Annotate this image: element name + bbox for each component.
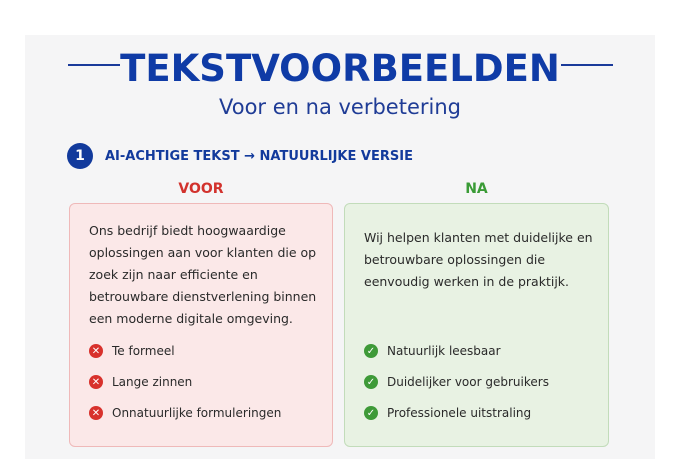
page-title: TEKSTVOORBEELDEN: [120, 46, 560, 90]
voor-issue-list: [89, 341, 281, 434]
list-item: [89, 372, 281, 392]
voor-heading: VOOR: [178, 181, 224, 197]
list-item: [364, 403, 549, 423]
voor-text: Ons bedrijf biedt hoogwaardige oplossingen aan voor klanten die op zoek zijn naar efficiente en betrouwbare dienstverlening binnen een moderne digitale omgeving.: [89, 223, 317, 326]
voor-issue-label: Lange zinnen: [112, 375, 193, 389]
voor-issue-label: Onnatuurlijke formuleringen: [112, 406, 282, 420]
na-text: Wij helpen klanten met duidelijke en betrouwbare oplossingen die eenvoudig werken in de praktijk.: [364, 230, 593, 289]
list-item: [364, 372, 549, 392]
na-heading: NA: [465, 181, 488, 197]
na-benefit-label: Duidelijker voor gebruikers: [387, 375, 549, 389]
list-item: [364, 341, 549, 361]
check-icon: ✓: [364, 406, 378, 420]
na-benefit-label: Professionele uitstraling: [387, 406, 532, 420]
cross-icon: ✕: [89, 406, 103, 420]
step-heading: [67, 143, 413, 169]
check-icon: ✓: [364, 344, 378, 358]
list-item: [89, 341, 281, 361]
na-benefit-label: Natuurlijk leesbaar: [387, 344, 501, 358]
voor-issue-label: Te formeel: [112, 344, 175, 358]
cross-icon: ✕: [89, 375, 103, 389]
voor-card: [69, 203, 333, 447]
check-icon: ✓: [364, 375, 378, 389]
step-number-badge: 1: [67, 143, 93, 169]
infographic-panel: [25, 35, 655, 459]
list-item: [89, 403, 281, 423]
step-label: AI-ACHTIGE TEKST → NATUURLIJKE VERSIE: [105, 148, 413, 164]
title-row: [25, 45, 655, 91]
page-subtitle: Voor en na verbetering: [219, 95, 461, 119]
na-benefit-list: [364, 341, 549, 434]
cross-icon: ✕: [89, 344, 103, 358]
na-card: [344, 203, 609, 447]
